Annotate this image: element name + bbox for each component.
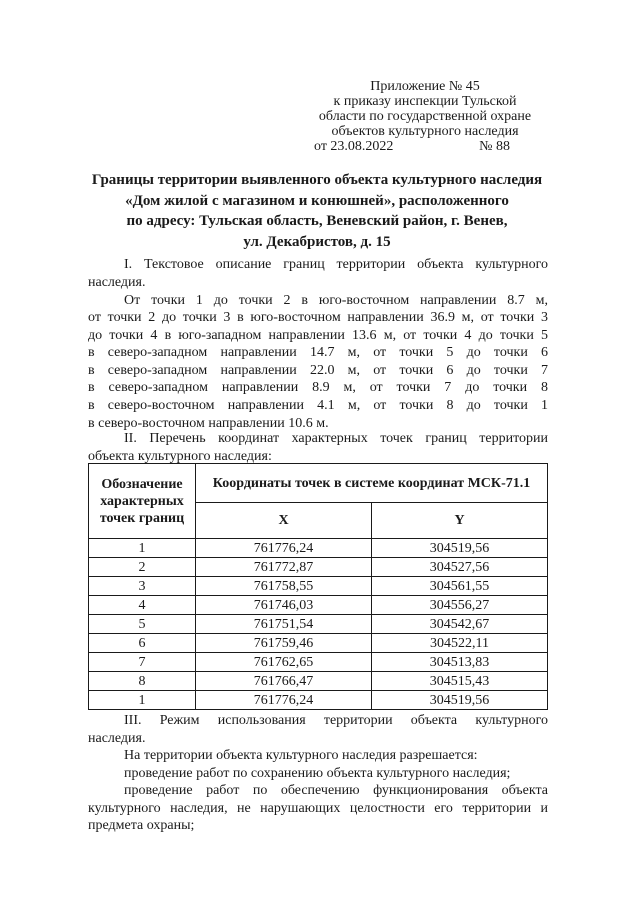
text-line: объекта культурного наследия: (88, 448, 272, 464)
title-line: «Дом жилой с магазином и конюшней», расположенного (125, 192, 509, 209)
point-cell: 4 (89, 596, 196, 615)
text-line: от точки 2 до точки 3 в юго-восточном направлении 36.9 м, от точки 3 (88, 310, 548, 326)
x-cell: 761772,87 (196, 558, 372, 577)
appendix-order-ref: к приказу инспекции Тульской (333, 94, 517, 109)
x-cell: 761776,24 (196, 691, 372, 710)
point-cell: 3 (89, 577, 196, 596)
table-row (89, 634, 548, 653)
order-date: от 23.08.2022 (314, 139, 394, 154)
point-cell: 6 (89, 634, 196, 653)
title-line: ул. Декабристов, д. 15 (243, 233, 391, 250)
point-cell: 8 (89, 672, 196, 691)
text-line: II. Перечень координат характерных точек границ территории (124, 431, 548, 446)
x-cell: 761766,47 (196, 672, 372, 691)
text-line: проведение работ по сохранению объекта культурного наследия; (124, 765, 511, 781)
table-row (89, 653, 548, 672)
coordinate-system-header: Координаты точек в системе координат МСК-71.1 (196, 464, 548, 503)
order-number: № 88 (479, 139, 510, 154)
point-cell: 1 (89, 539, 196, 558)
text-line: в северо-восточном направлении 4.1 м, от точки 8 до точки 1 (88, 398, 548, 414)
section-1-heading (88, 256, 548, 291)
text-line: проведение работ по обеспечению функционирования объекта (124, 783, 548, 799)
y-cell: 304519,56 (372, 539, 548, 558)
table-row (89, 558, 548, 577)
section-3-heading (88, 712, 548, 747)
table-row (89, 691, 548, 710)
text-line: I. Текстовое описание границ территории объекта культурного (124, 257, 548, 272)
appendix-number: Приложение № 45 (370, 79, 480, 94)
y-cell: 304513,83 (372, 653, 548, 672)
text-line: От точки 1 до точки 2 в юго-восточном направлении 8.7 м, (124, 292, 548, 308)
y-cell: 304519,56 (372, 691, 548, 710)
x-cell: 761758,55 (196, 577, 372, 596)
x-header: X (196, 503, 372, 539)
text-line: в северо-западном направлении 14.7 м, от точки 5 до точки 6 (88, 345, 548, 361)
y-cell: 304522,11 (372, 634, 548, 653)
text-line: III. Режим использования территории объекта культурного (124, 713, 548, 728)
appendix-header (300, 79, 550, 139)
table-row (89, 596, 548, 615)
coordinates-table (88, 463, 548, 710)
order-date-number (314, 139, 510, 155)
y-cell: 304527,56 (372, 558, 548, 577)
x-cell: 761776,24 (196, 539, 372, 558)
text-line: наследия. (88, 730, 146, 746)
text-line: до точки 4 в юго-западном направлении 13.6 м, от точки 4 до точки 5 (88, 327, 548, 343)
boundary-description (88, 292, 548, 433)
document-title (72, 170, 562, 252)
x-cell: 761746,03 (196, 596, 372, 615)
point-cell: 5 (89, 615, 196, 634)
x-cell: 761759,46 (196, 634, 372, 653)
section-2-heading (88, 430, 548, 465)
y-cell: 304542,67 (372, 615, 548, 634)
point-cell: 1 (89, 691, 196, 710)
x-cell: 761762,65 (196, 653, 372, 672)
text-line: наследия. (88, 274, 146, 290)
appendix-authority: области по государственной охране (318, 109, 532, 124)
table-header-row (89, 464, 548, 503)
text-line: в северо-восточном направлении 10.6 м. (88, 415, 329, 431)
table-row (89, 539, 548, 558)
table-row (89, 615, 548, 634)
point-designation-header: Обозначение характерных точек границ (89, 464, 196, 539)
y-cell: 304556,27 (372, 596, 548, 615)
table-row (89, 672, 548, 691)
y-cell: 304561,55 (372, 577, 548, 596)
text-line: На территории объекта культурного наследия разрешается: (124, 748, 478, 763)
title-line: по адресу: Тульская область, Веневский район, г. Венев, (126, 213, 508, 229)
text-line: предмета охраны; (88, 818, 195, 834)
y-cell: 304515,43 (372, 672, 548, 691)
title-line: Границы территории выявленного объекта культурного наследия (91, 172, 543, 188)
permitted-activities (88, 747, 548, 835)
text-line: в северо-западном направлении 8.9 м, от точки 7 до точки 8 (88, 380, 548, 396)
y-header: Y (372, 503, 548, 539)
point-cell: 7 (89, 653, 196, 672)
point-cell: 2 (89, 558, 196, 577)
table-row (89, 577, 548, 596)
text-line: в северо-западном направлении 22.0 м, от точки 6 до точки 7 (88, 362, 548, 378)
text-line: культурного наследия, не нарушающих целостности его территории и (88, 800, 548, 816)
x-cell: 761751,54 (196, 615, 372, 634)
appendix-authority-cont: объектов культурного наследия (331, 124, 519, 139)
